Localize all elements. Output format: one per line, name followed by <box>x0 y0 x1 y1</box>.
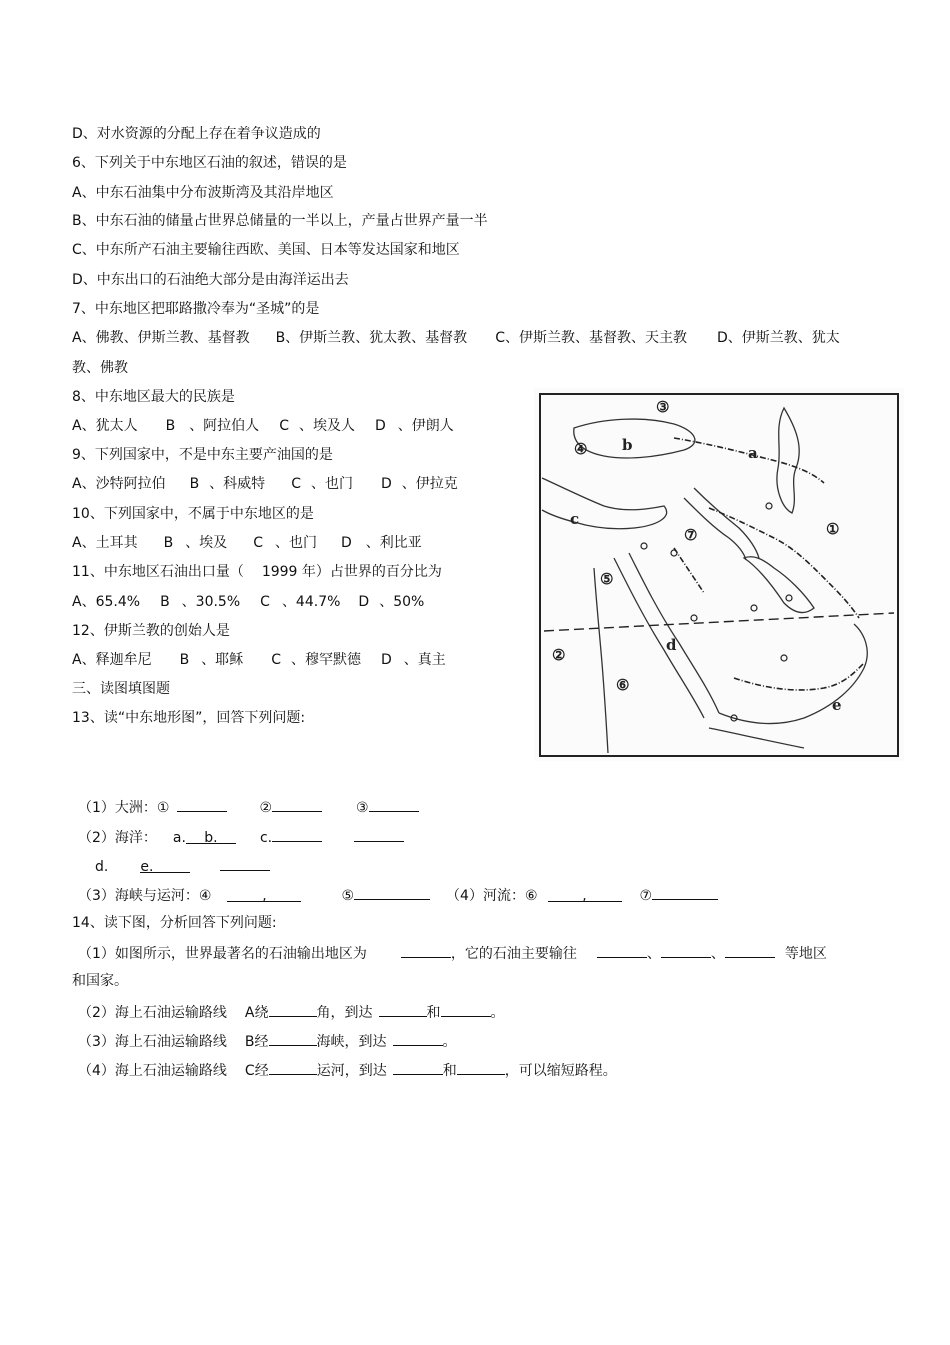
q12-options <box>72 651 446 669</box>
map-label-4: ④ <box>574 440 588 458</box>
q11-options <box>72 593 424 611</box>
q14-part1-continued: 和国家。 <box>72 973 128 989</box>
option-letter: D <box>380 476 392 492</box>
map-label-3: ③ <box>656 398 670 416</box>
answer-blank[interactable] <box>441 1002 491 1017</box>
option-text: 、真主 <box>403 652 446 668</box>
option-letter: C <box>253 535 263 551</box>
option-text: 、科威特 <box>209 476 266 492</box>
map-label-5: ⑤ <box>600 570 614 588</box>
part-label: （3）海峡与运河：④ <box>78 888 212 904</box>
part-text: 海峡，到达 <box>316 1034 387 1050</box>
ocean-letter: c. <box>259 830 273 846</box>
option-text: 、利比亚 <box>365 535 422 551</box>
circle-number: ⑤ <box>341 888 355 904</box>
option-text: A、65.4% <box>72 594 141 610</box>
separator: 、 <box>646 946 661 962</box>
answer-blank[interactable] <box>725 943 775 958</box>
q14-stem: 14、读下图，分析回答下列问题: <box>72 915 277 931</box>
q5-option-d: D、对水资源的分配上存在着争议造成的 <box>72 126 321 142</box>
answer-blank[interactable] <box>369 797 419 812</box>
answer-blank[interactable] <box>393 1060 443 1075</box>
answer-blank[interactable] <box>177 797 227 812</box>
part-label: （1）大洲：① <box>78 800 170 816</box>
answer-blank[interactable] <box>272 797 322 812</box>
option-text: 、44.7% <box>281 594 341 610</box>
ocean-letter: d. <box>95 859 109 875</box>
answer-blank[interactable] <box>401 943 451 958</box>
answer-blank[interactable] <box>652 885 718 900</box>
option-letter: C <box>260 594 270 610</box>
part-text: （4）海上石油运输路线 <box>78 1063 227 1079</box>
part-text: B经 <box>244 1034 269 1050</box>
map-label-d: d <box>666 636 677 654</box>
circle-number: ③ <box>356 800 369 816</box>
separator: 、 <box>710 946 725 962</box>
answer-blank[interactable] <box>354 827 404 842</box>
option-text: 、也门 <box>310 476 353 492</box>
q14-part4 <box>78 1060 617 1080</box>
q6-option-b: B、中东石油的储量占世界总储量的一半以上，产量占世界产量一半 <box>72 213 488 229</box>
part-text: （1）如图所示，世界最著名的石油输出地区为 <box>78 946 367 962</box>
option-text: A、释迦牟尼 <box>72 652 152 668</box>
option-text: 、穆罕默德 <box>290 652 361 668</box>
q11-stem-part: 1999 年）占世界的百分比为 <box>261 564 442 580</box>
answer-blank[interactable] <box>661 943 711 958</box>
answer-blank[interactable] <box>548 887 622 902</box>
option-letter: D <box>380 652 392 668</box>
option-letter: B <box>160 594 170 610</box>
q7-stem: 7、中东地区把耶路撒冷奉为“圣城”的是 <box>72 301 320 317</box>
ocean-letter: e. <box>140 859 154 875</box>
middle-east-map <box>534 388 904 761</box>
option-letter: D <box>340 535 352 551</box>
q13-stem: 13、读“中东地形图”，回答下列问题: <box>72 710 306 726</box>
q13-part2-continued <box>95 856 270 876</box>
option-letter: B <box>163 535 174 551</box>
option-text: 、50% <box>379 594 425 610</box>
answer-blank[interactable] <box>354 885 430 900</box>
q8-stem: 8、中东地区最大的民族是 <box>72 389 235 405</box>
answer-blank[interactable] <box>220 856 270 871</box>
part-label: （4）河流：⑥ <box>446 888 538 904</box>
q13-part2 <box>78 827 404 847</box>
answer-blank[interactable] <box>272 827 322 842</box>
answer-blank[interactable] <box>393 1031 443 1046</box>
q9-stem: 9、下列国家中，不是中东主要产油国的是 <box>72 447 333 463</box>
map-label-b: b <box>622 436 633 454</box>
q13-part1 <box>78 797 419 817</box>
q7-option-d: D、伊斯兰教、犹太 <box>716 330 840 346</box>
q6-stem: 6、下列关于中东地区石油的叙述，错误的是 <box>72 155 347 171</box>
circle-number: ② <box>259 800 273 816</box>
part-text: ，可以缩短路程。 <box>504 1063 617 1079</box>
answer-blank[interactable] <box>186 829 236 844</box>
q11-stem-part: 11、中东地区石油出口量（ <box>72 564 244 580</box>
answer-blank[interactable] <box>269 1031 317 1046</box>
part-text: （2）海上石油运输路线 <box>78 1005 227 1021</box>
option-text: 、耶稣 <box>201 652 244 668</box>
answer-blank[interactable] <box>269 1002 317 1017</box>
q7-option-d-continued: 教、佛教 <box>72 360 128 376</box>
q11-stem <box>72 563 442 581</box>
separator: , <box>582 888 587 904</box>
part-text: （3）海上石油运输路线 <box>78 1034 227 1050</box>
q6-option-a: A、中东石油集中分布波斯湾及其沿岸地区 <box>72 185 334 201</box>
option-text: 、也门 <box>274 535 317 551</box>
separator: , <box>262 888 267 904</box>
map-label-c: c <box>570 510 580 528</box>
q6-option-d: D、中东出口的石油绝大部分是由海洋运出去 <box>72 272 349 288</box>
q8-options <box>72 417 454 435</box>
part-text: C经 <box>244 1063 269 1079</box>
answer-blank[interactable] <box>269 1060 317 1075</box>
option-text: 、阿拉伯人 <box>189 418 260 434</box>
part-text: 等地区 <box>784 946 827 962</box>
map-label-6: ⑥ <box>616 676 630 694</box>
q13-part3-4 <box>78 885 718 905</box>
q14-part2 <box>78 1002 505 1022</box>
option-letter: C <box>279 418 289 434</box>
section-heading: 三、读图填图题 <box>72 681 170 697</box>
answer-blank[interactable] <box>379 1002 427 1017</box>
q14-part1 <box>78 943 827 963</box>
part-text: 和 <box>426 1005 441 1021</box>
answer-blank[interactable] <box>597 943 647 958</box>
map-label-7: ⑦ <box>684 526 698 544</box>
answer-blank[interactable] <box>140 858 190 873</box>
part-text: 运河，到达 <box>316 1063 387 1079</box>
option-letter: D <box>374 418 386 434</box>
option-letter: B <box>165 418 176 434</box>
option-letter: D <box>358 594 370 610</box>
option-letter: C <box>271 652 281 668</box>
map-label-2: ② <box>552 646 566 664</box>
option-text: 、伊朗人 <box>397 418 454 434</box>
answer-blank[interactable] <box>457 1060 505 1075</box>
q10-options <box>72 534 422 552</box>
q7-option-b: B、伊斯兰教、犹太教、基督教 <box>275 330 468 346</box>
part-text: 。 <box>442 1034 457 1050</box>
map-label-1: ① <box>826 520 840 538</box>
map-label-a: a <box>748 444 758 462</box>
q14-part3 <box>78 1031 457 1051</box>
part-label: （2）海洋： <box>78 830 157 846</box>
q7-option-a: A、佛教、伊斯兰教、基督教 <box>72 330 250 346</box>
circle-number: ⑦ <box>639 888 653 904</box>
q9-options <box>72 475 458 493</box>
option-text: 、埃及人 <box>298 418 355 434</box>
option-text: A、犹太人 <box>72 418 138 434</box>
part-text: ，它的石油主要输往 <box>450 946 577 962</box>
option-text: A、土耳其 <box>72 535 138 551</box>
answer-blank[interactable] <box>227 887 301 902</box>
q12-stem: 12、伊斯兰教的创始人是 <box>72 623 230 639</box>
q7-option-c: C、伊斯兰教、基督教、天主教 <box>495 330 687 346</box>
map-label-e: e <box>832 696 842 714</box>
q7-options <box>72 329 840 347</box>
q10-stem: 10、下列国家中，不属于中东地区的是 <box>72 506 314 522</box>
option-letter: B <box>179 652 190 668</box>
part-text: 。 <box>490 1005 505 1021</box>
option-text: 、伊拉克 <box>401 476 458 492</box>
option-text: 、埃及 <box>185 535 228 551</box>
option-text: A、沙特阿拉伯 <box>72 476 166 492</box>
option-text: 、30.5% <box>181 594 241 610</box>
ocean-letter: a. <box>172 830 186 846</box>
ocean-letter: b. <box>204 830 218 846</box>
option-letter: B <box>189 476 200 492</box>
q6-option-c: C、中东所产石油主要输往西欧、美国、日本等发达国家和地区 <box>72 242 460 258</box>
part-text: A绕 <box>244 1005 269 1021</box>
option-letter: C <box>291 476 301 492</box>
part-text: 角，到达 <box>316 1005 373 1021</box>
part-text: 和 <box>442 1063 457 1079</box>
